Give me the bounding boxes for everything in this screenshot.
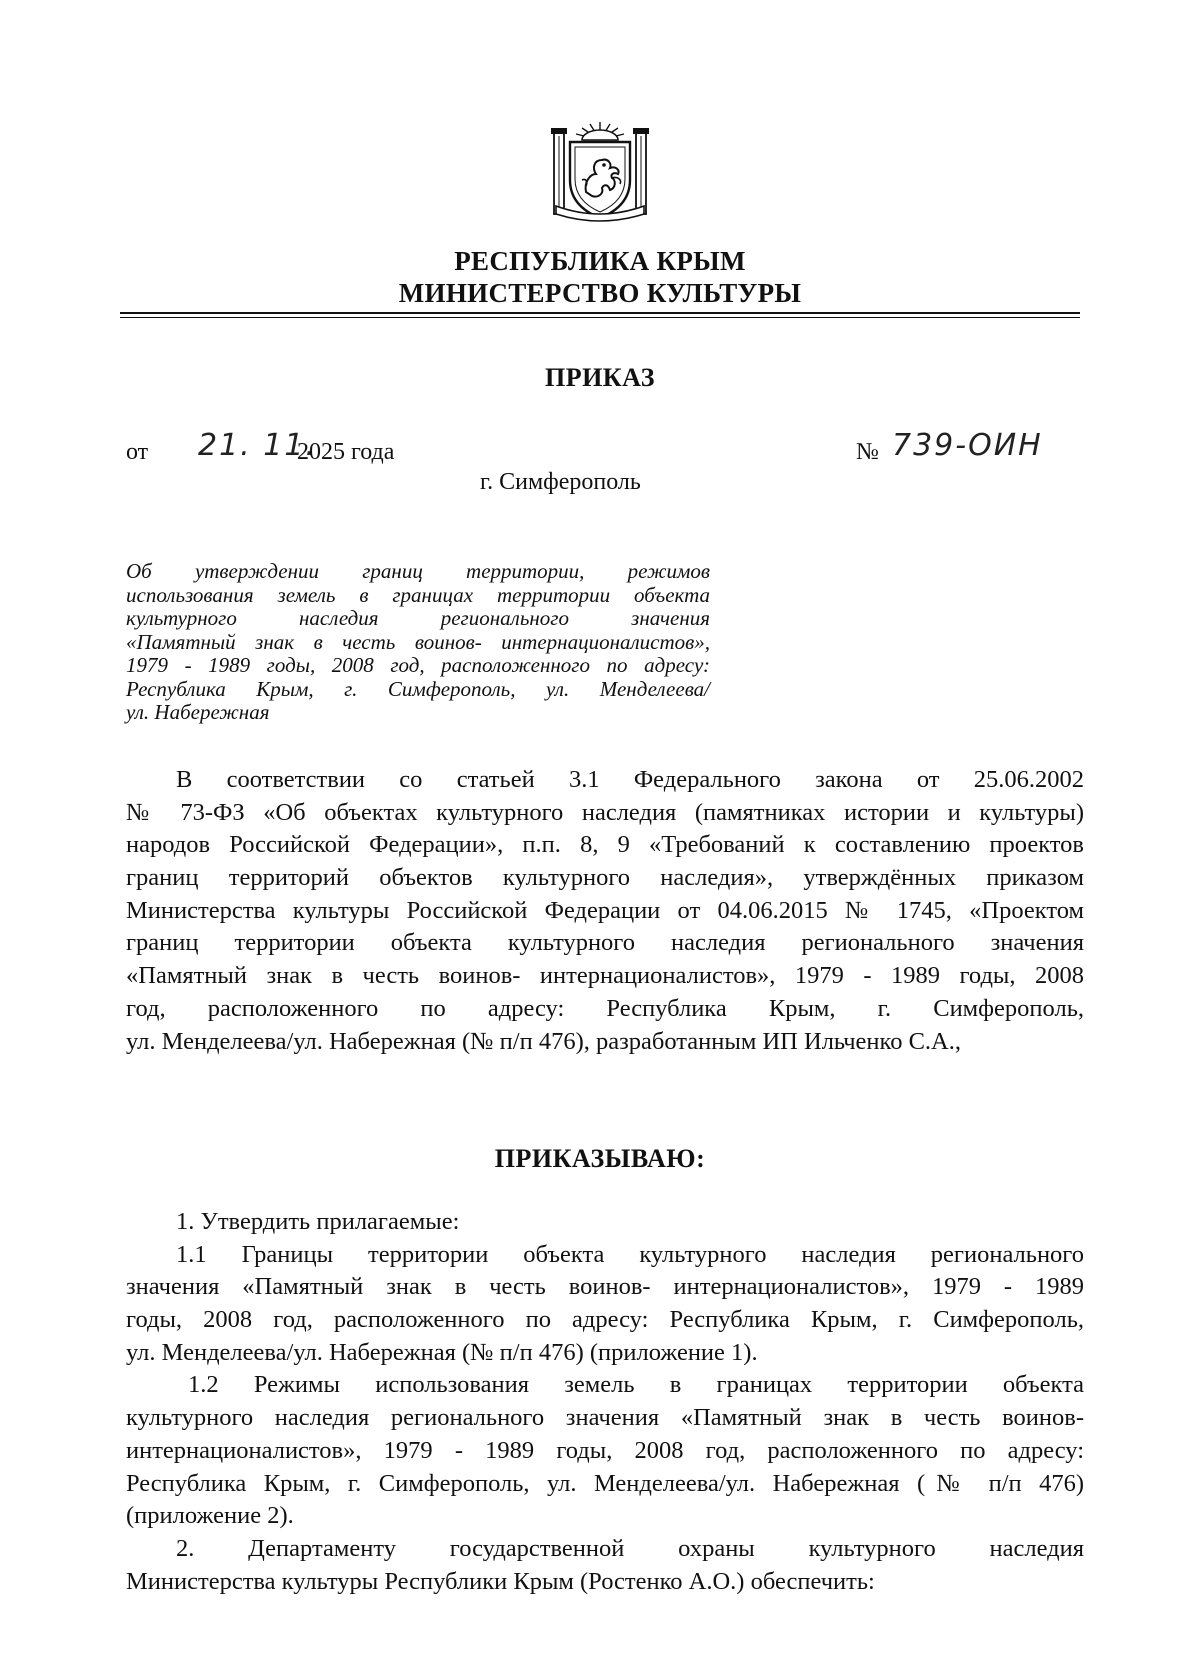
item-line: 2. Департаменту государственной охраны культурного наследия: [176, 1534, 1084, 1562]
subject-line: ул. Набережная: [126, 700, 270, 724]
subject-line: «Памятный знак в честь воинов- интернационалистов»,: [126, 629, 710, 654]
subject-line: 1979 - 1989 годы, 2008 год, расположенного по адресу:: [126, 653, 710, 677]
header-rule-thick: [120, 312, 1080, 314]
order-subject: [126, 560, 710, 725]
item-line: 1. Утвердить прилагаемые:: [176, 1208, 460, 1235]
item-line: Республика Крым, г. Симферополь, ул. Менделеева/ул. Набережная (№ п/п 476): [126, 1469, 1084, 1497]
decree-heading: ПРИКАЗЫВАЮ:: [494, 1144, 706, 1173]
handwritten-order-number: 739-ОИН: [892, 428, 1043, 463]
subject-line: использования земель в границах территории объекта: [126, 582, 710, 607]
item-line: ул. Менделеева/ул. Набережная (№ п/п 476) (приложение 1).: [126, 1338, 758, 1366]
preamble: [126, 764, 1084, 1058]
item-line: культурного наследия регионального значения «Памятный знак в честь воинов-: [126, 1404, 1084, 1432]
subject-line: Республика Крым, г. Симферополь, ул. Менделеева/: [126, 676, 710, 701]
crimea-coat-of-arms-icon: [546, 118, 654, 226]
item-line: годы, 2008 год, расположенного по адресу: Республика Крым, г. Симферополь,: [126, 1306, 1084, 1334]
number-prefix: №: [856, 439, 879, 465]
preamble-line: год, расположенного по адресу: Республика Крым, г. Симферополь,: [126, 994, 1084, 1022]
subject-line: культурного наследия регионального значения: [126, 606, 710, 630]
city: г. Симферополь: [480, 469, 641, 495]
preamble-line: ул. Менделеева/ул. Набережная (№ п/п 476), разработанным ИП Ильченко С.А.,: [126, 1027, 961, 1055]
order-items: [126, 1206, 1084, 1598]
item-line: 1.2 Режимы использования земель в границах территории объекта: [188, 1371, 1084, 1399]
handwritten-date: 21. 11.: [198, 428, 317, 463]
ministry-title: МИНИСТЕРСТВО КУЛЬТУРЫ: [398, 278, 802, 308]
preamble-line: «Памятный знак в честь воинов- интернационалистов», 1979 - 1989 годы, 2008: [126, 962, 1084, 990]
preamble-line: границ территории объекта культурного наследия регионального значения: [126, 929, 1084, 957]
preamble-line: В соответствии со статьей 3.1 Федерального закона от 25.06.2002: [176, 766, 1084, 793]
item-line: значения «Памятный знак в честь воинов- интернационалистов», 1979 - 1989: [126, 1273, 1084, 1301]
date-prefix: от: [126, 439, 149, 465]
order-title: ПРИКАЗ: [544, 363, 656, 392]
subject-line: Об утверждении границ территории, режимов: [126, 559, 710, 583]
item-line: Министерства культуры Республики Крым (Ростенко А.О.) обеспечить:: [126, 1567, 875, 1595]
preamble-line: народов Российской Федерации», п.п. 8, 9 «Требований к составлению проектов: [126, 831, 1084, 859]
region-title: РЕСПУБЛИКА КРЫМ: [454, 246, 746, 276]
date-year: 2025 года: [297, 439, 395, 465]
preamble-line: границ территорий объектов культурного наследия», утверждённых приказом: [126, 864, 1084, 892]
item-line: интернационалистов», 1979 - 1989 годы, 2008 год, расположенного по адресу:: [126, 1436, 1084, 1464]
item-line: (приложение 2).: [126, 1502, 294, 1530]
preamble-line: № 73-ФЗ «Об объектах культурного наследия (памятниках истории и культуры): [126, 798, 1084, 826]
item-line: 1.1 Границы территории объекта культурного наследия регионального: [176, 1240, 1084, 1268]
header-rule-thin: [120, 317, 1080, 318]
preamble-line: Министерства культуры Российской Федерации от 04.06.2015 № 1745, «Проектом: [126, 896, 1084, 924]
